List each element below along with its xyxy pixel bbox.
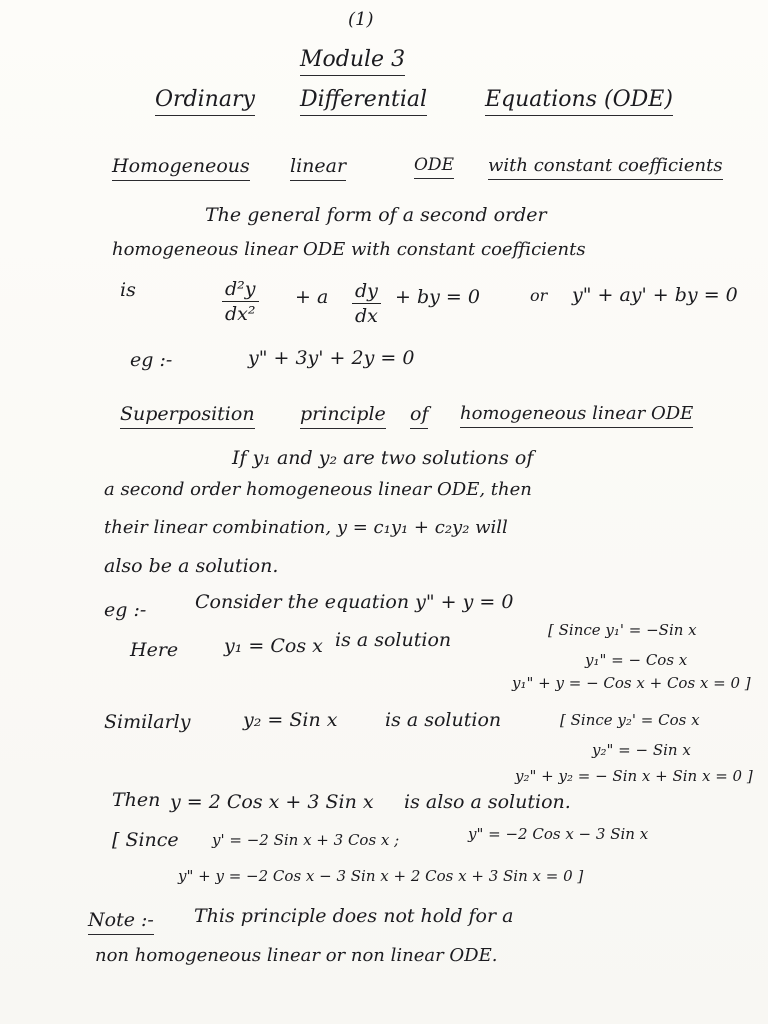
general-form-line2: homogeneous linear ODE with constant coefficients [112, 239, 586, 260]
heading-superposition: Superposition [120, 404, 255, 429]
superposition-line2: a second order homogeneous linear ODE, then [104, 479, 532, 500]
since-eq2: y" = −2 Cos x − 3 Sin x [468, 825, 649, 843]
title-equations: Equations (ODE) [485, 88, 673, 116]
title-ordinary: Ordinary [155, 88, 255, 116]
heading-linear: linear [290, 156, 346, 181]
heading-homogeneous-linear-ode: homogeneous linear ODE [460, 404, 693, 428]
example2-text: Consider the equation y" + y = 0 [195, 591, 514, 613]
superposition-line3: their linear combination, y = c₁y₁ + c₂y₂ will [104, 517, 508, 538]
similarly-is-solution: is a solution [385, 709, 502, 731]
title-differential: Differential [300, 88, 427, 116]
or-text: or [530, 286, 548, 305]
alternate-form-equation: y" + ay' + by = 0 [572, 284, 738, 306]
similarly-equation: y₂ = Sin x [243, 709, 338, 731]
module-title: Module 3 [300, 48, 405, 76]
similarly-bracket-line3: y₂" + y₂ = − Sin x + Sin x = 0 ] [515, 767, 753, 785]
here-equation: y₁ = Cos x [224, 635, 323, 657]
superposition-line4: also be a solution. [104, 555, 279, 577]
fraction-numerator: dy [352, 280, 381, 304]
here-bracket-line1: [ Since y₁' = −Sin x [548, 621, 697, 639]
here-bracket-line3: y₁" + y = − Cos x + Cos x = 0 ] [512, 674, 751, 692]
since-label: [ Since [112, 829, 179, 851]
general-form-is: is [120, 279, 136, 301]
example-equation: y" + 3y' + 2y = 0 [248, 347, 415, 369]
here-label: Here [130, 639, 179, 661]
then-label: Then [112, 789, 161, 811]
heading-homogeneous: Homogeneous [112, 156, 250, 181]
example2-label: eg :- [104, 599, 147, 621]
by-equals-zero: + by = 0 [395, 286, 480, 308]
fraction-denominator: dx² [225, 303, 256, 325]
fraction-denominator: dx [355, 305, 378, 327]
fraction-numerator: d²y [222, 278, 259, 302]
here-is-solution: is a solution [335, 629, 452, 651]
heading-of: of [410, 404, 428, 429]
similarly-label: Similarly [104, 711, 191, 733]
note-label: Note :- [88, 910, 154, 935]
heading-with-constant: with constant coefficients [488, 156, 723, 180]
fraction-dy-dx [352, 280, 381, 327]
since-eq3: y" + y = −2 Cos x − 3 Sin x + 2 Cos x + 3 Sin x = 0 ] [178, 867, 584, 885]
similarly-bracket-line1: [ Since y₂' = Cos x [560, 711, 700, 729]
heading-principle: principle [300, 404, 386, 429]
since-eq1: y' = −2 Sin x + 3 Cos x ; [212, 831, 400, 849]
then-equation: y = 2 Cos x + 3 Sin x [170, 791, 374, 813]
heading-ode: ODE [414, 156, 454, 179]
general-form-line1: The general form of a second order [205, 204, 547, 226]
note-line1: This principle does not hold for a [194, 905, 514, 927]
page-number: (1) [348, 9, 374, 30]
here-bracket-line2: y₁" = − Cos x [585, 651, 688, 669]
superposition-line1: If y₁ and y₂ are two solutions of [232, 447, 534, 469]
fraction-d2y-dx2 [222, 278, 259, 325]
then-tail: is also a solution. [404, 791, 571, 813]
example-label: eg :- [130, 349, 173, 371]
plus-a-term: + a [295, 286, 329, 308]
similarly-bracket-line2: y₂" = − Sin x [592, 741, 691, 759]
note-line2: non homogeneous linear or non linear ODE. [95, 945, 498, 966]
